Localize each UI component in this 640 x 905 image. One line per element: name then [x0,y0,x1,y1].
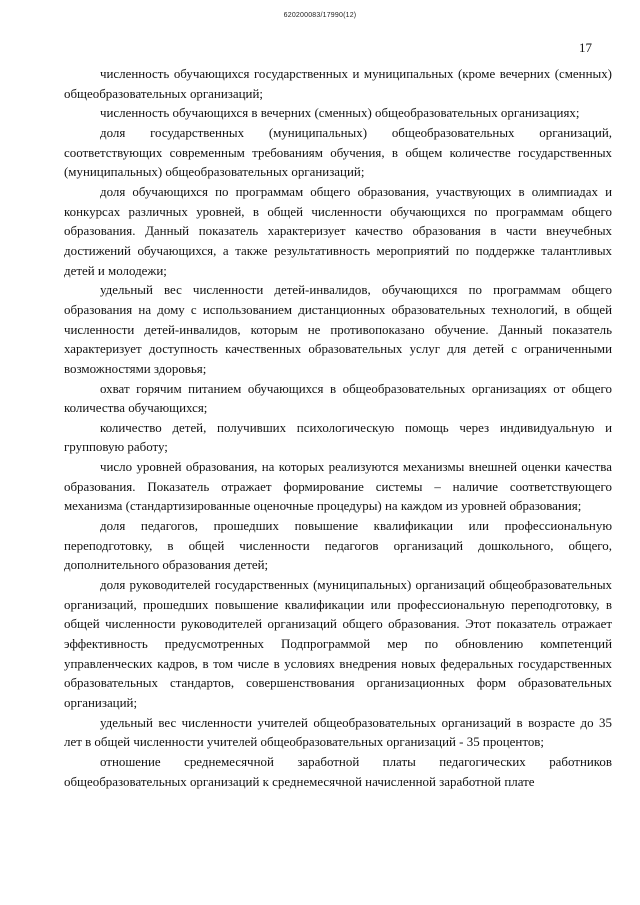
paragraph: число уровней образования, на которых реализуются механизмы внешней оценки качества образования. Показатель отражает формирование системы – наличие соответствующего механизма (стандартизированные оценочные процедуры) на каждом из уровней образования; [64,459,612,514]
paragraph: удельный вес численности детей-инвалидов, обучающихся по программам общего образования на дому с использованием дистанционных образовательных технологий, в общей численности детей-инвалидов, которым не противопоказано обучение. Данный показатель характеризует доступность качественных образовательных услуг для детей с ограниченными возможностями здоровья; [64,282,612,376]
paragraph: отношение среднемесячной заработной платы педагогических работников общеобразовательных организаций к среднемесячной начисленной заработной плате [64,753,612,789]
paragraph: охват горячим питанием обучающихся в общеобразовательных организациях от общего количества обучающихся; [64,380,612,416]
paragraph: доля руководителей государственных (муниципальных) организаций общеобразовательных организаций, прошедших повышение квалификации или профессиональную переподготовку, в общей численности руководителей организаций общего образования. Этот показатель отражает эффективность предусмотренных Подпрограммой мер по обновлению компетенций управленческих кадров, в том числе в условиях внедрения новых федеральных государственных образовательных стандартов, совершенствования организационных форм образовательных организаций; [64,577,612,710]
paragraph: доля обучающихся по программам общего образования, участвующих в олимпиадах и конкурсах различных уровней, в общей численности обучающихся по программам общего образования. Данный показатель характеризует качество образования в части внеучебных достижений обучающихся, а также результативность мероприятий по поддержке талантливых детей и молодежи; [64,183,612,278]
paragraph: численность обучающихся в вечерних (сменных) общеобразовательных организациях; [100,105,580,121]
document-body [64,64,612,791]
paragraph: численность обучающихся государственных и муниципальных (кроме вечерних (сменных) общеобразовательных организаций; [64,66,612,101]
paragraph: доля государственных (муниципальных) общеобразовательных организаций, соответствующих современным требованиям обучения, в общем количестве государственных (муниципальных) общеобразовательных организаций; [64,124,612,180]
paragraph: доля педагогов, прошедших повышение квалификации или профессиональную переподготовку, в общей численности педагогов организаций дошкольного, общего, дополнительного образования детей; [64,518,612,573]
page-number: 17 [579,40,592,55]
paragraph: удельный вес численности учителей общеобразовательных организаций в возрасте до 35 лет в общей численности учителей общеобразовательных организаций - 35 процентов; [64,714,612,750]
document-registration-code: 620200083/17990(12) [283,12,357,19]
paragraph: количество детей, получивших психологическую помощь через индивидуальную и групповую работу; [64,419,612,455]
